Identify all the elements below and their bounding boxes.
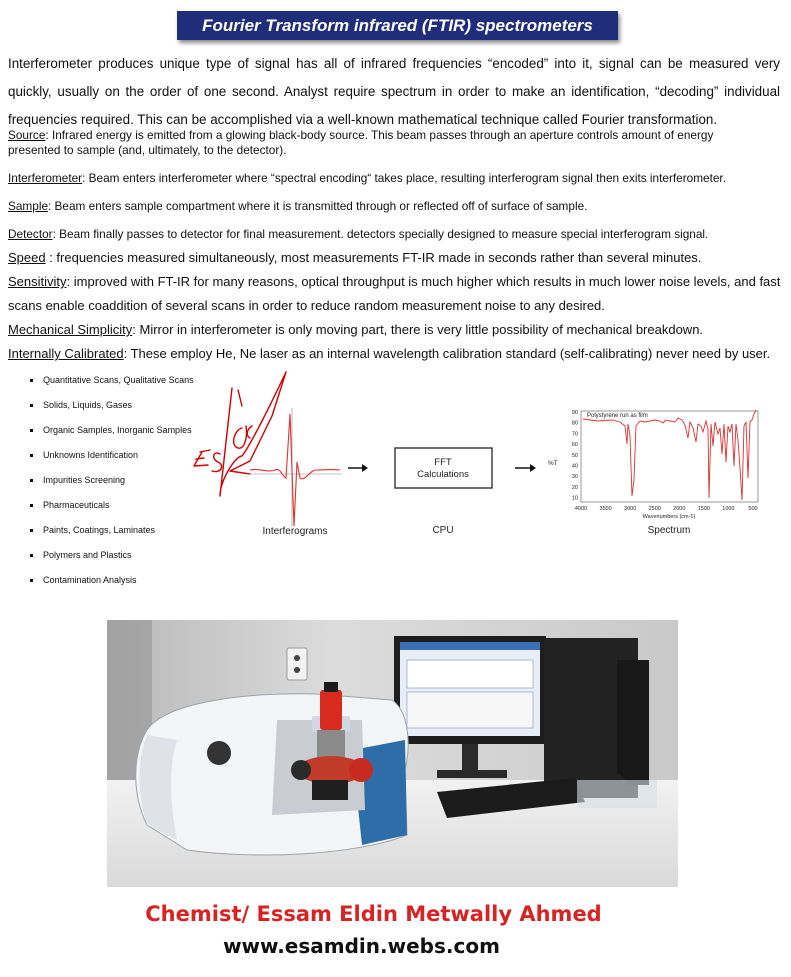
y-tick-label: 40 xyxy=(571,463,578,470)
y-tick-label: 90 xyxy=(571,410,578,416)
detector-term: Detector xyxy=(8,227,53,241)
author-name: Chemist/ Essam Eldin Metwally Ahmed xyxy=(145,902,602,926)
ftir-instrument-photo xyxy=(107,620,678,887)
bullet-icon xyxy=(30,529,33,532)
component-source xyxy=(8,128,768,158)
ftir-process-diagram xyxy=(180,366,780,546)
bullet-icon xyxy=(30,379,33,382)
calibrated-text: : These employ He, Ne laser as an internal wavelength calibration standard (self-calibrating) never need by user. xyxy=(123,346,771,361)
bullet-icon xyxy=(30,579,33,582)
list-item: Contamination Analysis xyxy=(30,568,194,593)
y-axis-label: %T xyxy=(548,460,558,467)
x-tick-label: 500 xyxy=(748,506,758,512)
sample-text: : Beam enters sample compartment where it is transmitted through or reflected off of surface of sample. xyxy=(48,199,588,213)
component-interferometer xyxy=(8,171,768,186)
fft-calc-label: Calculations xyxy=(417,469,469,480)
spectrum-title: Polystyrene run as film xyxy=(587,413,648,419)
spectrum-chart xyxy=(548,410,758,536)
list-item: Impurities Screening xyxy=(30,468,194,493)
applications-list xyxy=(30,368,194,593)
intro-paragraph: Interferometer produces unique type of signal has all of infrared frequencies “encoded” into it, signal can be measured very quickly, usually on the order of one second. Analyst require spectrum in order to make an identification, “decoding” individual frequencies required. This can be accomplished via a well-known mathematical technique called Fourier transformation. xyxy=(8,56,780,127)
detector-text: : Beam finally passes to detector for final measurement. detectors specially designed to measure special interferogram signal. xyxy=(52,227,709,241)
arrow-icon xyxy=(515,464,536,472)
interferometer-term: Interferometer xyxy=(8,171,83,185)
bullet-icon xyxy=(30,554,33,557)
arrow-icon xyxy=(348,464,368,472)
list-item: Unknowns Identification xyxy=(30,443,194,468)
y-tick-label: 10 xyxy=(571,495,578,502)
bullet-icon xyxy=(30,404,33,407)
speed-term: Speed xyxy=(8,250,46,265)
x-tick-label: 2500 xyxy=(648,506,661,512)
calibrated-term: Internally Calibrated xyxy=(8,346,124,361)
advantage-sensitivity xyxy=(8,270,786,318)
fft-box xyxy=(395,448,492,536)
advantage-speed xyxy=(8,246,786,270)
mechanical-term: Mechanical Simplicity xyxy=(8,322,133,337)
bullet-icon xyxy=(30,454,33,457)
list-item: Quantitative Scans, Qualitative Scans xyxy=(30,368,194,393)
list-item: Pharmaceuticals xyxy=(30,493,194,518)
x-tick-label: 4000 xyxy=(574,506,588,512)
mechanical-text: : Mirror in interferometer is only moving part, there is very little possibility of mechanical breakdown. xyxy=(132,322,704,337)
list-item: Paints, Coatings, Laminates xyxy=(30,518,194,543)
bullet-icon xyxy=(30,479,33,482)
list-item: Solids, Liquids, Gases xyxy=(30,393,194,418)
signature-image xyxy=(194,372,286,496)
advantage-mechanical xyxy=(8,318,786,342)
y-tick-label: 60 xyxy=(571,442,578,449)
x-tick-label: 1000 xyxy=(722,506,735,512)
sensitivity-term: Sensitivity xyxy=(8,274,67,289)
fft-label: FFT xyxy=(434,457,452,468)
sample-term: Sample xyxy=(8,199,48,213)
y-tick-label: 50 xyxy=(571,452,578,459)
y-tick-label: 30 xyxy=(571,474,578,481)
x-tick-label: 1500 xyxy=(697,506,710,512)
speed-text: : frequencies measured simultaneously, most measurements FT-IR made in seconds rather than several minutes. xyxy=(45,250,702,265)
x-tick-label: 3500 xyxy=(599,506,612,512)
component-sample xyxy=(8,199,768,214)
interferometer-text: : Beam enters interferometer where “spectral encoding“ takes place, resulting interferogram signal then exits interferometer. xyxy=(82,171,726,185)
sensitivity-text: : improved with FT-IR for many reasons, optical throughput is much higher which results in much lower noise levels, and fast scans enable coaddition of several scans in order to reduce random measurement noise to any desired. xyxy=(8,274,781,313)
y-tick-label: 20 xyxy=(571,484,578,491)
interferogram-graph xyxy=(248,408,342,537)
spectrum-label: Spectrum xyxy=(647,525,691,536)
cpu-label: CPU xyxy=(432,525,454,536)
x-axis-label: Wavenumbers (cm-1) xyxy=(642,514,696,520)
x-tick-label: 2000 xyxy=(673,506,686,512)
source-text: : Infrared energy is emitted from a glowing black-body source. This beam passes through an aperture controls amount of energy presented to sample (and, ultimately, to the detector). xyxy=(8,128,714,157)
advantage-calibrated xyxy=(8,342,786,366)
bullet-icon xyxy=(30,429,33,432)
component-detector xyxy=(8,227,768,242)
author-website: www.esamdin.webs.com xyxy=(223,934,500,958)
y-tick-label: 70 xyxy=(571,431,578,438)
bullet-icon xyxy=(30,504,33,507)
page-title: Fourier Transform infrared (FTIR) spectrometers xyxy=(177,11,618,40)
list-item: Polymers and Plastics xyxy=(30,543,194,568)
y-tick-label: 80 xyxy=(571,420,578,427)
list-item: Organic Samples, Inorganic Samples xyxy=(30,418,194,443)
x-tick-label: 3000 xyxy=(624,506,637,512)
interferograms-label: Interferograms xyxy=(262,526,328,537)
source-term: Source xyxy=(8,128,46,142)
